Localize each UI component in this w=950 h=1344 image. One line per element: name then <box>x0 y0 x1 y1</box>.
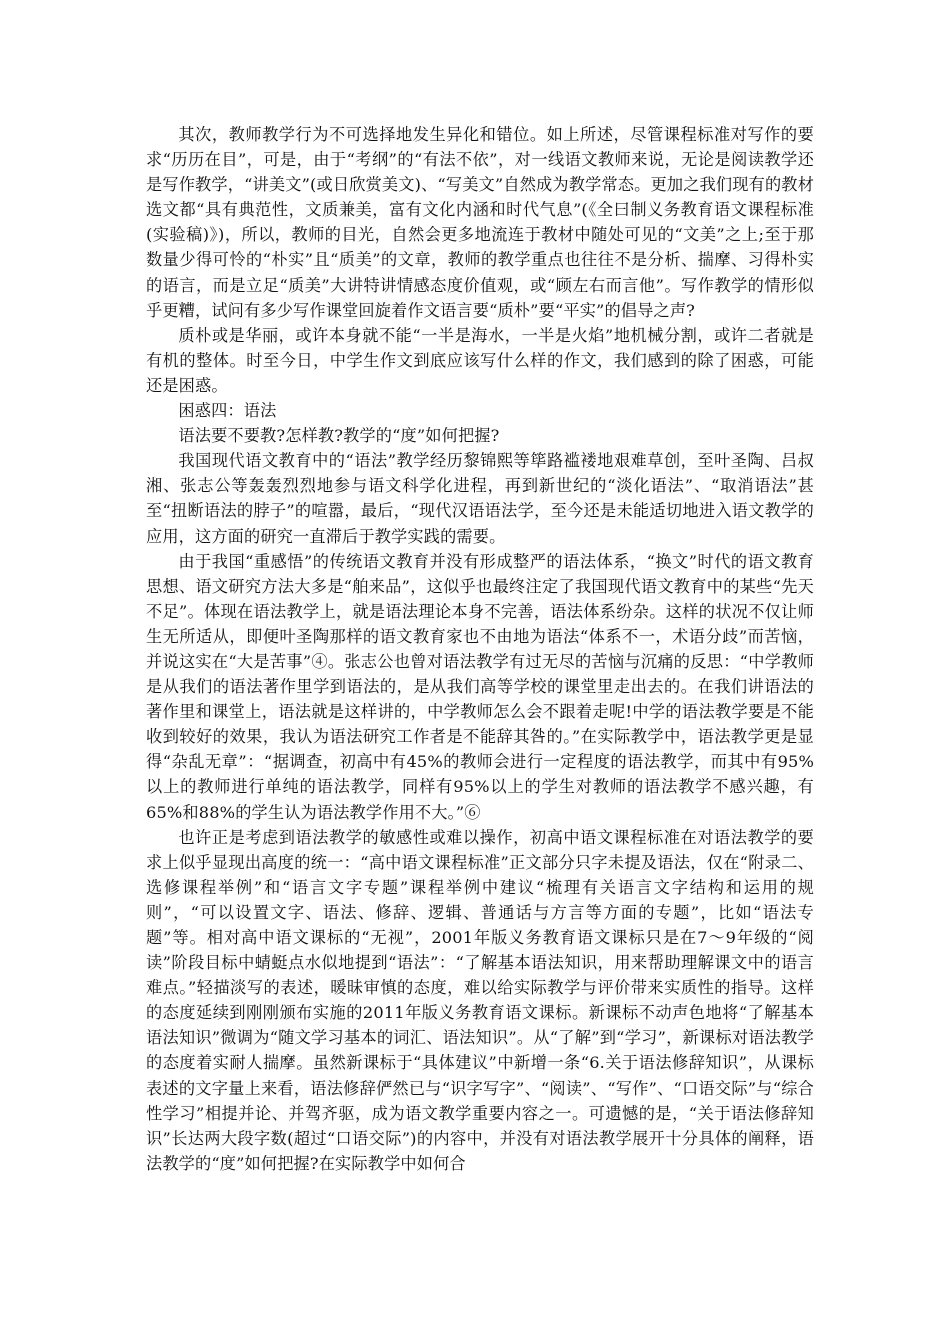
section-question-grammar: 语法要不要教?怎样教?教学的“度”如何把握? <box>178 426 500 446</box>
paragraph-plain-or-ornate: 质朴或是华丽，或许本身就不能“一半是海水，一半是火焰”地机械分割，或许二者就是有机的整体。时至今日，中学生作文到底应该写什么样的作文，我们感到的除了困惑，可能还是困惑。 <box>146 325 814 395</box>
paragraph-grammar-history: 我国现代语文教育中的“语法”教学经历黎锦熙等筚路褴褛地艰难草创，至叶圣陶、吕叔湘、张志公等轰轰烈烈地参与语文科学化进程，再到新世纪的“淡化语法”、“取消语法”甚至“扭断语法的脖子”的喧嚣，最后，“现代汉语语法学，至今还是未能适切地进入语文教学的应用，这方面的研究一直滞后于教学实践的需要。 <box>146 451 814 546</box>
section-heading-grammar: 困惑四：语法 <box>178 401 277 421</box>
paragraph-curriculum-standards: 也许正是考虑到语法教学的敏感性或难以操作，初高中语文课程标准在对语法教学的要求上似乎显现出高度的统一：“高中语文课程标准”正文部分只字未提及语法，仅在“附录二、选修课程举例”和“语言文字专题”课程举例中建议“梳理有关语言文字结构和运用的规则”，“可以设置文字、语法、修辞、逻辑、普通话与方言等方面的专题”，比如“语法专题”等。相对高中语文课标的“无视”，2001年版义务教育语文课标只是在7～9年级的“阅读”阶段目标中蜻蜓点水似地提到“语法”：“了解基本语法知识，用来帮助理解课文中的语言难点。”轻描淡写的表述，暖昧审慎的态度，难以给实际教学与评价带来实质性的指导。这样的态度延续到刚刚颁布实施的2011年版义务教育语文课标。新课标不动声色地将“了解基本语法知识”微调为“随文学习基本的词汇、语法知识”。从“了解”到“学习”，新课标对语法教学的态度着实耐人揣摩。虽然新课标于“具体建议”中新增一条“6.关于语法修辞知识”，从课标表述的文字量上来看，语法修辞俨然已与“识字写字”、“阅读”、“写作”、“口语交际”与“综合性学习”相提并论、并驾齐驱，成为语文教学重要内容之一。可遗憾的是，“关于语法修辞知识”长达两大段字数(超过“口语交际”)的内容中，并没有对语法教学展开十分具体的阐释，语法教学的“度”如何把握?在实际教学中如何合 <box>146 827 814 1173</box>
paragraph-grammar-system: 由于我国“重感悟”的传统语文教育并没有形成整严的语法体系，“换文”时代的语文教育思想、语文研究方法大多是“舶来品”，这似乎也最终注定了我国现代语文教育中的某些“先天不足”。体现在语法教学上，就是语法理论本身不完善，语法体系纷杂。这样的状况不仅让师生无所适从，即便叶圣陶那样的语文教育家也不由地为语法“体系不一，术语分歧”而苦恼，并说这实在“大是苦事”④。张志公也曾对语法教学有过无尽的苦恼与沉痛的反思：“中学教师是从我们的语法著作里学到语法的，是从我们高等学校的课堂里走出去的。在我们讲语法的著作里和课堂上，语法就是这样讲的，中学教师怎么会不跟着走呢!中学的语法教学要是不能收到较好的效果，我认为语法研究工作者是不能辞其咎的。”在实际教学中，语法教学更是显得“杂乱无章”：“据调查，初高中有45%的教师会进行一定程度的语法教学，而其中有95%以上的教师进行单纯的语法教学，同样有95%以上的学生对教师的语法教学不感兴趣，有65%和88%的学生认为语法教学作用不大。”⑥ <box>146 551 814 822</box>
document-page <box>146 122 814 1176</box>
paragraph-writing-teaching: 其次，教师教学行为不可选择地发生异化和错位。如上所述，尽管课程标准对写作的要求“历历在目”，可是，由于“考纲”的“有法不依”，对一线语文教师来说，无论是阅读教学还是写作教学，“讲美文”(或日欣赏美文)、“写美文”自然成为教学常态。更加之我们现有的教材选文都“具有典范性，文质兼美，富有文化内涵和时代气息”(《全曰制义务教育语文课程标准(实验稿)》)，所以，教师的目光，自然会更多地流连于教材中随处可见的“文美”之上;至于那数量少得可怜的“朴实”且“质美”的文章，教师的教学重点也往往不是分析、揣摩、习得朴实的语言，而是立足“质美”大讲特讲情感态度价值观，或“顾左右而言他”。写作教学的情形似乎更糟，试问有多少写作课堂回旋着作文语言要“质朴”要“平实”的倡导之声? <box>146 125 814 320</box>
